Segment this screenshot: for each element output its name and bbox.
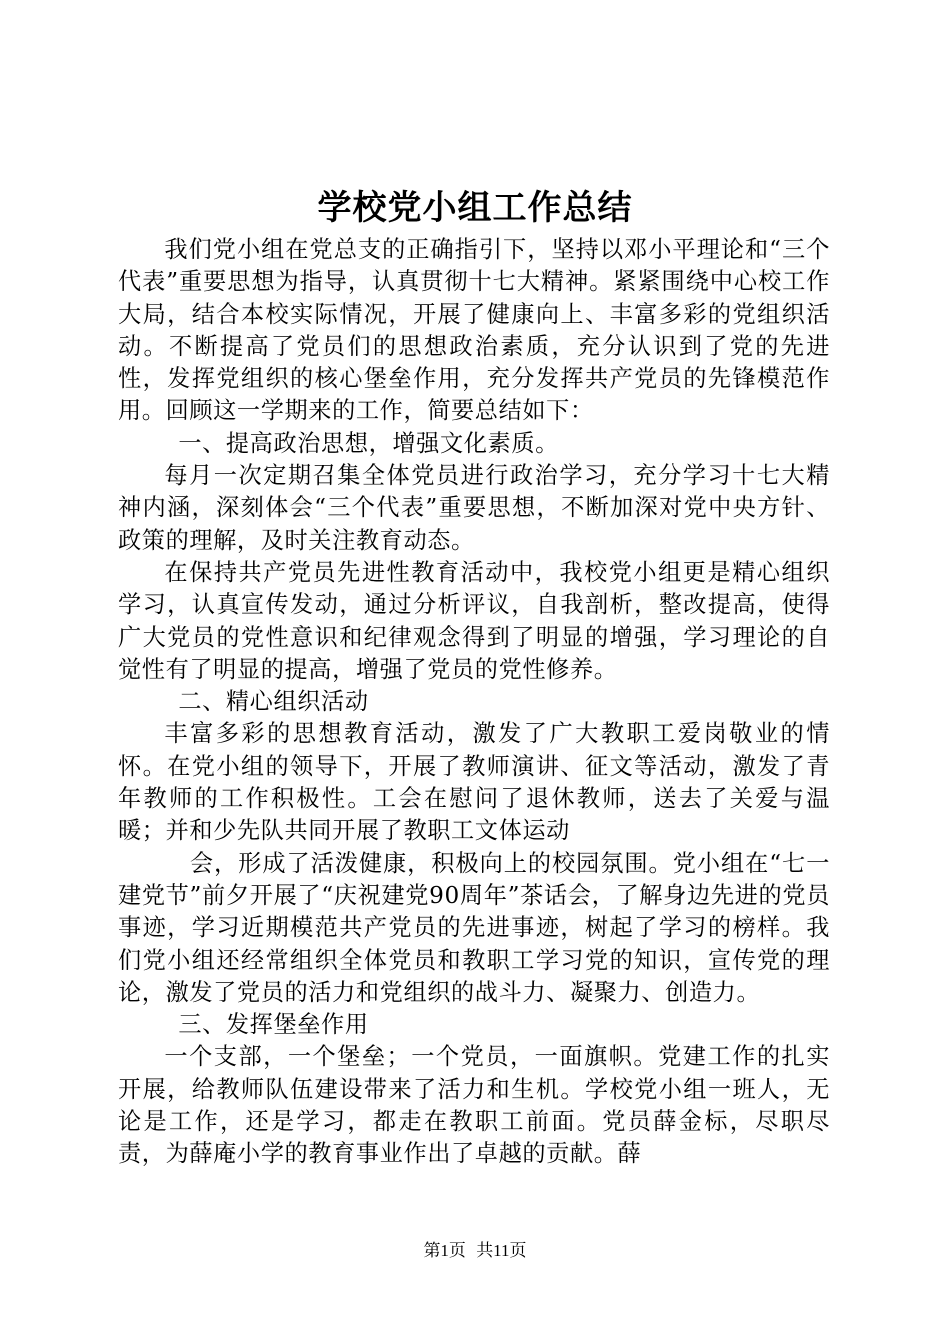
document-body [118,234,830,1171]
page-number: 第1页 [423,1241,466,1260]
section-heading-3: 三、发挥堡垒作用 [178,1011,369,1039]
document-title: 学校党小组工作总结 [317,188,633,228]
paragraph-education: 在保持共产党员先进性教育活动中，我校党小组更是精心组织学习，认真宣传发动，通过分析评议，自我剖析，整改提高，使得广大党员的党性意识和纪律观念得到了明显的增强，学习理论的自觉性有了明显的提高，增强了党员的党性修养。 [118,558,830,683]
section-heading-2: 二、精心组织活动 [178,688,369,716]
page-footer [0,1240,950,1262]
paragraph-study: 每月一次定期召集全体党员进行政治学习，充分学习十七大精神内涵，深刻体会“三个代表”重要思想，不断加深对党中央方针、政策的理解，及时关注教育动态。 [118,462,830,554]
paragraph-bastion: 一个支部，一个堡垒；一个党员，一面旗帜。党建工作的扎实开展，给教师队伍建设带来了活力和生机。学校党小组一班人，无论是工作，还是学习，都走在教职工前面。党员薛金标，尽职尽责，为薛庵小学的教育事业作出了卓越的贡献。薛 [118,1043,830,1168]
paragraph-intro: 我们党小组在党总支的正确指引下，坚持以邓小平理论和“三个代表”重要思想为指导，认真贯彻十七大精神。紧紧围绕中心校工作大局，结合本校实际情况，开展了健康向上、丰富多彩的党组织活动。不断提高了党员们的思想政治素质，充分认识到了党的先进性，发挥党组织的核心堡垒作用，充分发挥共产党员的先锋模范作用。回顾这一学期来的工作，简要总结如下： [118,236,830,425]
page-total: 共11页 [476,1241,527,1260]
paragraph-activities: 丰富多彩的思想教育活动，激发了广大教职工爱岗敬业的情怀。在党小组的领导下，开展了教师演讲、征文等活动，激发了青年教师的工作积极性。工会在慰问了退休教师，送去了关爱与温暖；并和少先队共同开展了教职工文体运动 [118,720,830,845]
section-heading-1: 一、提高政治思想，增强文化素质。 [178,429,559,457]
paragraph-activities-continued: 会，形成了活泼健康，积极向上的校园氛围。党小组在“七一建党节”前夕开展了“庆祝建党90周年”茶话会，了解身边先进的党员事迹，学习近期模范共产党员的先进事迹，树起了学习的榜样。我们党小组还经常组织全体党员和教职工学习党的知识，宣传党的理论，激发了党员的活力和党组织的战斗力、凝聚力、创造力。 [118,849,830,1006]
